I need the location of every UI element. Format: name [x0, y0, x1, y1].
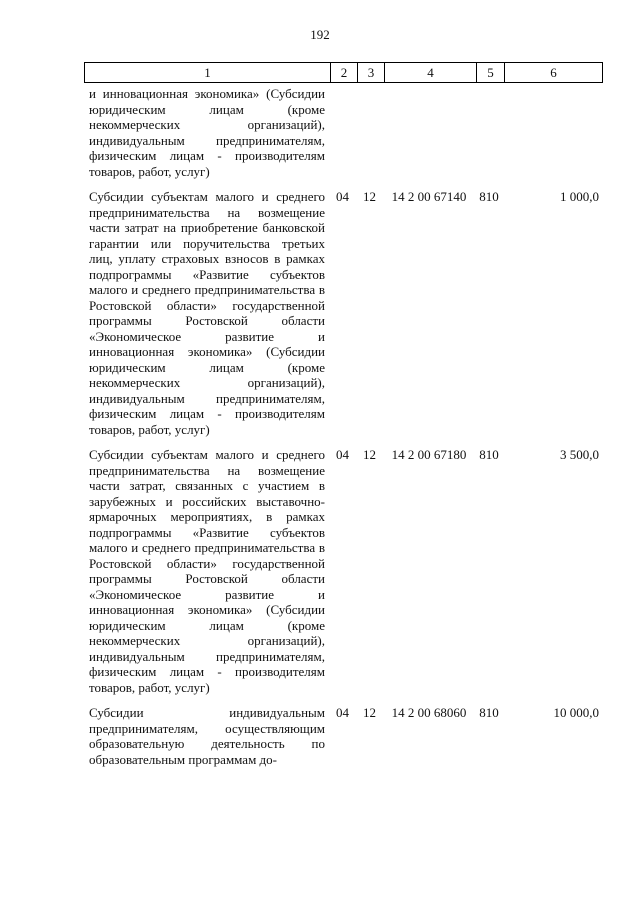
row-expense-type: [475, 86, 503, 179]
row-expense-type: 810: [479, 705, 499, 720]
page-number: 192: [310, 27, 330, 42]
table-row: [84, 189, 601, 437]
header-col-4: 4: [384, 63, 476, 82]
row-description: Субсидии субъектам малого и среднего предпринимательства на возмещение части затрат на приобретение банковской гарантии или поручительства третьих лиц, уплату страховых взносов в рамках подпрограммы «Развитие субъектов малого и среднего предпринимательства в Ростовской области» государственной программы Ростовской области «Экономическое развитие и инновационная экономика» (Субсидии юридическим лицам (кроме некоммерческих организаций), индивидуальным предпринимателям, физическим лицам - производителям товаров, работ, услуг): [89, 189, 325, 437]
row-amount: 3 500,0: [560, 447, 599, 462]
row-amount: [503, 86, 599, 179]
row-subsection: 12: [363, 447, 376, 462]
table-row: [84, 447, 601, 695]
row-target-article: 14 2 00 68060: [391, 705, 467, 720]
table-body: [84, 86, 601, 767]
row-section: [329, 86, 356, 179]
row-target-article: 14 2 00 67180: [391, 447, 467, 462]
row-section: 04: [336, 447, 349, 462]
table-row: [84, 86, 601, 179]
row-section: 04: [336, 189, 349, 204]
table-row: [84, 705, 601, 767]
row-amount: 10 000,0: [553, 705, 599, 720]
row-subsection: [356, 86, 383, 179]
header-col-3: 3: [357, 63, 384, 82]
row-description: и инновационная экономика» (Субсидии юридическим лицам (кроме некоммерческих организаций), индивидуальным предпринимателям, физическим лицам - производителям товаров, работ, услуг): [89, 86, 325, 179]
table-header: [84, 62, 603, 83]
row-amount: 1 000,0: [560, 189, 599, 204]
row-description: Субсидии субъектам малого и среднего предпринимательства на возмещение части затрат, связанных с участием в зарубежных и российских выставочно-ярмарочных мероприятиях, в рамках подпрограммы «Развитие субъектов малого и среднего предпринимательства в Ростовской области» государственной программы Ростовской области «Экономическое развитие и инновационная экономика» (Субсидии юридическим лицам (кроме некоммерческих организаций), индивидуальным предпринимателям, физическим лицам - производителям товаров, работ, услуг): [89, 447, 325, 695]
header-col-6: 6: [504, 63, 602, 82]
row-target-article: 14 2 00 67140: [391, 189, 467, 204]
header-col-2: 2: [330, 63, 357, 82]
row-expense-type: 810: [479, 189, 499, 204]
row-expense-type: 810: [479, 447, 499, 462]
header-col-1: 1: [204, 65, 211, 80]
header-col-5: 5: [476, 63, 504, 82]
row-subsection: 12: [363, 705, 376, 720]
row-subsection: 12: [363, 189, 376, 204]
row-section: 04: [336, 705, 349, 720]
row-description: Субсидии индивидуальным предпринимателям, осуществляющим образовательную деятельность по образовательным программам до-: [89, 705, 325, 767]
row-target-article: [383, 86, 475, 179]
